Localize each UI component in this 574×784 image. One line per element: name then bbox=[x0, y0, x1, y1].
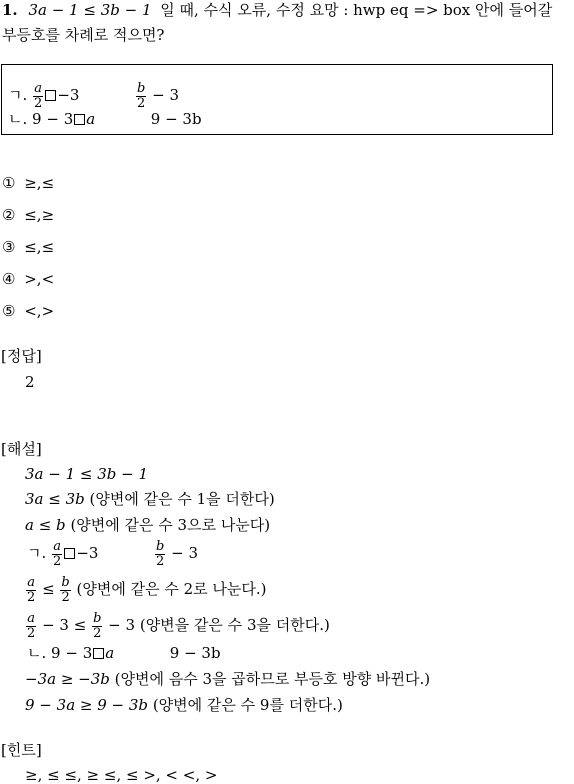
explanation-line-1: 3a − 1 ≤ 3b − 1 bbox=[25, 465, 149, 483]
hint-heading: [힌트] bbox=[1, 741, 42, 759]
hint-text: ≥, ≤ ≤, ≥ ≤, ≤ >, < <, > bbox=[25, 766, 218, 784]
question-line-2: 부등호를 차례로 적으면? bbox=[2, 26, 165, 44]
fraction: $\frac{a}{2}$ bbox=[34, 80, 43, 111]
fraction: $\frac{a}{2}$ bbox=[53, 538, 62, 569]
explanation-line-2: 3a ≤ 3b (양변에 같은 수 1을 더한다) bbox=[25, 490, 275, 508]
question-condition-math: 3a − 1 ≤ 3b − 1 bbox=[28, 1, 152, 19]
question-number: 1. bbox=[2, 1, 18, 19]
fraction: $\frac{b}{2}$ bbox=[156, 538, 165, 569]
blank-box bbox=[64, 548, 75, 559]
blank-box bbox=[93, 648, 104, 659]
question-line-1 bbox=[2, 1, 552, 19]
choice-2[interactable]: ② ≤,≥ bbox=[2, 206, 55, 224]
answer-heading: [정답] bbox=[1, 347, 42, 365]
choice-4[interactable]: ④ >,< bbox=[2, 270, 55, 288]
choice-1[interactable]: ① ≥,≤ bbox=[2, 174, 55, 192]
fraction: $\frac{b}{2}$ bbox=[93, 610, 102, 641]
condition-label-2: ㄴ. bbox=[8, 110, 28, 128]
explanation-line-9: 9 − 3a ≥ 9 − 3b (양변에 같은 수 9를 더한다.) bbox=[25, 696, 343, 714]
fraction: $\frac{b}{2}$ bbox=[61, 574, 70, 605]
choice-3[interactable]: ③ ≤,≤ bbox=[2, 238, 55, 256]
explanation-line-8: −3a ≥ −3b (양변에 음수 3을 곱하므로 부등호 방향 바뀐다.) bbox=[25, 670, 431, 688]
fraction: $\frac{a}{2}$ bbox=[27, 574, 36, 605]
condition-label-1: ㄱ. bbox=[8, 86, 28, 104]
blank-box bbox=[45, 90, 56, 101]
answer-value: 2 bbox=[25, 373, 35, 391]
explanation-line-5: $\frac{a}{2}$ ≤ $\frac{b}{2}$ (양변에 같은 수 2로 나눈다.) bbox=[27, 574, 267, 605]
explanation-line-3: a ≤ b (양변에 같은 수 3으로 나눈다) bbox=[25, 516, 271, 534]
explanation-line-6: $\frac{a}{2}$ − 3 ≤ $\frac{b}{2}$ − 3 (양변을 같은 수 3을 더한다.) bbox=[27, 610, 330, 641]
blank-box bbox=[74, 114, 85, 125]
question-text-1: 일 때, 수식 오류, 수정 요망 : hwp eq => box 안에 들어갈 bbox=[160, 1, 553, 19]
condition-row-2: ㄴ. 9 − 3 a 9 − 3b bbox=[8, 110, 202, 128]
fraction: $\frac{a}{2}$ bbox=[27, 610, 36, 641]
explanation-line-4: ㄱ. $\frac{a}{2}$ −3 $\frac{b}{2}$ − 3 bbox=[27, 538, 199, 569]
fraction: $\frac{b}{2}$ bbox=[137, 80, 146, 111]
condition-row-1: ㄱ. $\frac{a}{2}$ −3 $\frac{b}{2}$ − 3 bbox=[8, 80, 180, 111]
explanation-line-7: ㄴ. 9 − 3 a 9 − 3b bbox=[27, 644, 221, 662]
choice-5[interactable]: ⑤ <,> bbox=[2, 302, 55, 320]
explanation-heading: [해설] bbox=[1, 440, 42, 458]
